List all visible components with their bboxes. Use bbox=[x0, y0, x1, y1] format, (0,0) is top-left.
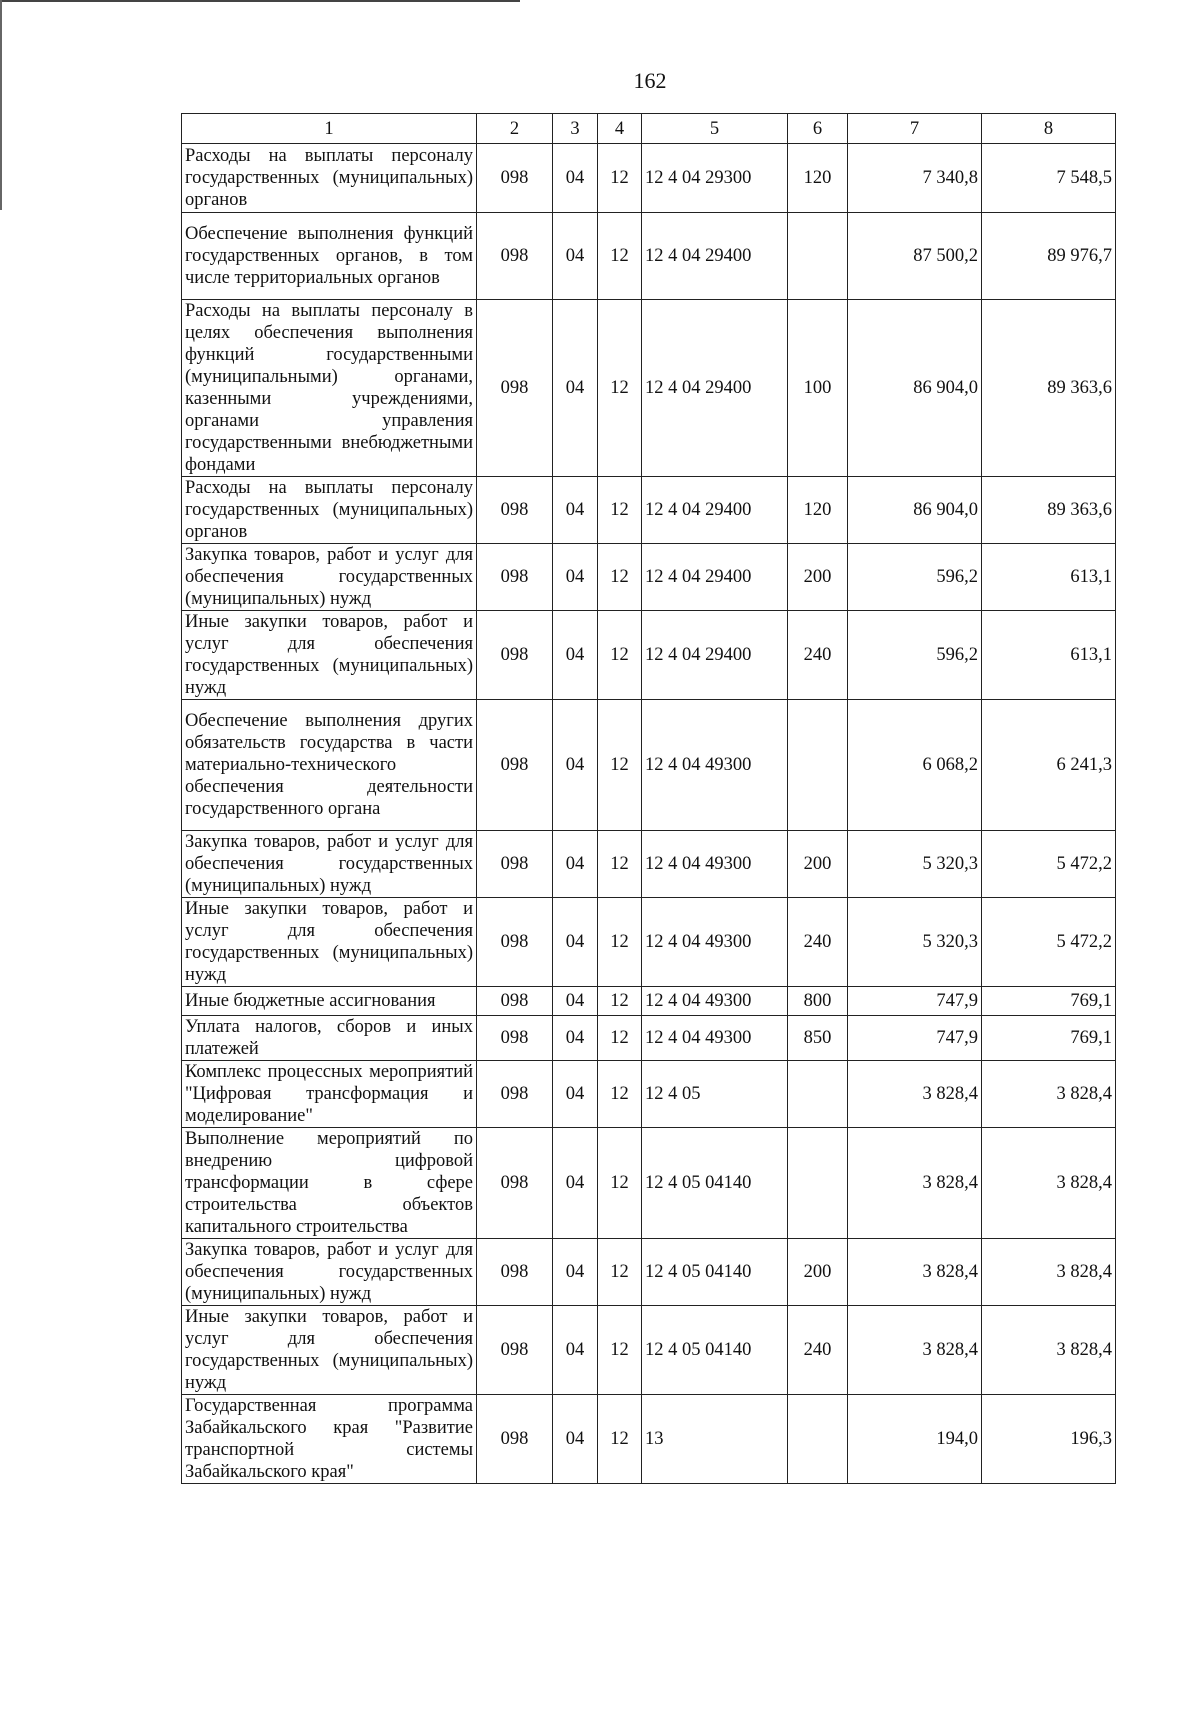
expense-type-cell: 200 bbox=[788, 831, 848, 898]
admin-code-cell: 098 bbox=[477, 544, 553, 611]
amount-year2-cell: 3 828,4 bbox=[982, 1061, 1116, 1128]
expense-type-cell: 200 bbox=[788, 544, 848, 611]
target-article-cell: 13 bbox=[642, 1395, 788, 1484]
header-cell: 1 bbox=[182, 114, 477, 144]
section-cell: 04 bbox=[553, 1239, 598, 1306]
expense-type-cell: 120 bbox=[788, 477, 848, 544]
admin-code-cell: 098 bbox=[477, 1061, 553, 1128]
admin-code-cell: 098 bbox=[477, 213, 553, 300]
section-cell: 04 bbox=[553, 300, 598, 477]
amount-year2-cell: 89 363,6 bbox=[982, 477, 1116, 544]
section-cell: 04 bbox=[553, 1016, 598, 1061]
target-article-cell: 12 4 05 04140 bbox=[642, 1239, 788, 1306]
subsection-cell: 12 bbox=[598, 544, 642, 611]
amount-year1-cell: 194,0 bbox=[848, 1395, 982, 1484]
table-row bbox=[182, 477, 1116, 544]
amount-year2-cell: 89 363,6 bbox=[982, 300, 1116, 477]
section-cell: 04 bbox=[553, 1061, 598, 1128]
section-cell: 04 bbox=[553, 987, 598, 1016]
amount-year2-cell: 7 548,5 bbox=[982, 144, 1116, 213]
expense-type-cell bbox=[788, 213, 848, 300]
table-row bbox=[182, 1306, 1116, 1395]
section-cell: 04 bbox=[553, 700, 598, 831]
row-name-cell: Закупка товаров, работ и услуг для обеспечения государственных (муниципальных) нужд bbox=[182, 1239, 477, 1306]
amount-year1-cell: 3 828,4 bbox=[848, 1128, 982, 1239]
amount-year2-cell: 613,1 bbox=[982, 611, 1116, 700]
header-cell: 3 bbox=[553, 114, 598, 144]
amount-year2-cell: 613,1 bbox=[982, 544, 1116, 611]
header-cell: 7 bbox=[848, 114, 982, 144]
table-row bbox=[182, 300, 1116, 477]
target-article-cell: 12 4 05 04140 bbox=[642, 1128, 788, 1239]
target-article-cell: 12 4 04 29400 bbox=[642, 611, 788, 700]
row-name-cell: Иные закупки товаров, работ и услуг для обеспечения государственных (муниципальных) нужд bbox=[182, 611, 477, 700]
expense-type-cell: 240 bbox=[788, 898, 848, 987]
expense-type-cell: 800 bbox=[788, 987, 848, 1016]
subsection-cell: 12 bbox=[598, 1239, 642, 1306]
row-name-cell: Иные закупки товаров, работ и услуг для обеспечения государственных (муниципальных) нужд bbox=[182, 898, 477, 987]
row-name-cell: Иные закупки товаров, работ и услуг для обеспечения государственных (муниципальных) нужд bbox=[182, 1306, 477, 1395]
amount-year1-cell: 6 068,2 bbox=[848, 700, 982, 831]
table-row bbox=[182, 1395, 1116, 1484]
amount-year2-cell: 769,1 bbox=[982, 987, 1116, 1016]
subsection-cell: 12 bbox=[598, 1061, 642, 1128]
target-article-cell: 12 4 04 29300 bbox=[642, 144, 788, 213]
expense-type-cell: 120 bbox=[788, 144, 848, 213]
section-cell: 04 bbox=[553, 477, 598, 544]
expense-type-cell bbox=[788, 700, 848, 831]
subsection-cell: 12 bbox=[598, 1016, 642, 1061]
row-name-cell: Обеспечение выполнения других обязательств государства в части материально-технического обеспечения деятельности государственного органа bbox=[182, 700, 477, 831]
table-row bbox=[182, 1016, 1116, 1061]
header-cell: 6 bbox=[788, 114, 848, 144]
subsection-cell: 12 bbox=[598, 700, 642, 831]
section-cell: 04 bbox=[553, 831, 598, 898]
amount-year2-cell: 769,1 bbox=[982, 1016, 1116, 1061]
target-article-cell: 12 4 04 49300 bbox=[642, 700, 788, 831]
admin-code-cell: 098 bbox=[477, 831, 553, 898]
amount-year1-cell: 86 904,0 bbox=[848, 477, 982, 544]
subsection-cell: 12 bbox=[598, 1128, 642, 1239]
amount-year2-cell: 3 828,4 bbox=[982, 1128, 1116, 1239]
table-row bbox=[182, 700, 1116, 831]
amount-year1-cell: 87 500,2 bbox=[848, 213, 982, 300]
amount-year1-cell: 5 320,3 bbox=[848, 898, 982, 987]
row-name-cell: Расходы на выплаты персоналу в целях обеспечения выполнения функций государственными (муниципальными) органами, казенными учреждениями, органами управления государственными внебюджетными фондами bbox=[182, 300, 477, 477]
table-row bbox=[182, 1239, 1116, 1306]
target-article-cell: 12 4 05 04140 bbox=[642, 1306, 788, 1395]
row-name-cell: Комплекс процессных мероприятий "Цифровая трансформация и моделирование" bbox=[182, 1061, 477, 1128]
header-row bbox=[182, 114, 1116, 144]
subsection-cell: 12 bbox=[598, 611, 642, 700]
section-cell: 04 bbox=[553, 1395, 598, 1484]
subsection-cell: 12 bbox=[598, 300, 642, 477]
admin-code-cell: 098 bbox=[477, 144, 553, 213]
target-article-cell: 12 4 04 29400 bbox=[642, 300, 788, 477]
section-cell: 04 bbox=[553, 898, 598, 987]
amount-year1-cell: 5 320,3 bbox=[848, 831, 982, 898]
row-name-cell: Закупка товаров, работ и услуг для обеспечения государственных (муниципальных) нужд bbox=[182, 831, 477, 898]
amount-year2-cell: 89 976,7 bbox=[982, 213, 1116, 300]
table-row bbox=[182, 1128, 1116, 1239]
target-article-cell: 12 4 04 49300 bbox=[642, 831, 788, 898]
admin-code-cell: 098 bbox=[477, 987, 553, 1016]
header-cell: 2 bbox=[477, 114, 553, 144]
header-cell: 4 bbox=[598, 114, 642, 144]
expense-type-cell bbox=[788, 1061, 848, 1128]
subsection-cell: 12 bbox=[598, 1395, 642, 1484]
expense-type-cell: 850 bbox=[788, 1016, 848, 1061]
table-row bbox=[182, 544, 1116, 611]
subsection-cell: 12 bbox=[598, 831, 642, 898]
target-article-cell: 12 4 05 bbox=[642, 1061, 788, 1128]
expense-type-cell: 100 bbox=[788, 300, 848, 477]
amount-year2-cell: 3 828,4 bbox=[982, 1306, 1116, 1395]
budget-table bbox=[181, 113, 1116, 1484]
header-cell: 8 bbox=[982, 114, 1116, 144]
amount-year2-cell: 3 828,4 bbox=[982, 1239, 1116, 1306]
table-row bbox=[182, 898, 1116, 987]
amount-year2-cell: 5 472,2 bbox=[982, 898, 1116, 987]
amount-year1-cell: 86 904,0 bbox=[848, 300, 982, 477]
amount-year2-cell: 6 241,3 bbox=[982, 700, 1116, 831]
table-row bbox=[182, 1061, 1116, 1128]
admin-code-cell: 098 bbox=[477, 477, 553, 544]
scan-edge-top bbox=[0, 0, 520, 2]
admin-code-cell: 098 bbox=[477, 1306, 553, 1395]
amount-year2-cell: 196,3 bbox=[982, 1395, 1116, 1484]
table-row bbox=[182, 987, 1116, 1016]
header-cell: 5 bbox=[642, 114, 788, 144]
table-row bbox=[182, 213, 1116, 300]
table-row bbox=[182, 144, 1116, 213]
amount-year2-cell: 5 472,2 bbox=[982, 831, 1116, 898]
target-article-cell: 12 4 04 29400 bbox=[642, 477, 788, 544]
subsection-cell: 12 bbox=[598, 1306, 642, 1395]
section-cell: 04 bbox=[553, 1128, 598, 1239]
row-name-cell: Обеспечение выполнения функций государственных органов, в том числе территориальных органов bbox=[182, 213, 477, 300]
row-name-cell: Расходы на выплаты персоналу государственных (муниципальных) органов bbox=[182, 144, 477, 213]
expense-type-cell: 240 bbox=[788, 611, 848, 700]
section-cell: 04 bbox=[553, 1306, 598, 1395]
scan-edge-left bbox=[0, 0, 2, 210]
row-name-cell: Государственная программа Забайкальского края "Развитие транспортной системы Забайкальского края" bbox=[182, 1395, 477, 1484]
admin-code-cell: 098 bbox=[477, 300, 553, 477]
admin-code-cell: 098 bbox=[477, 1395, 553, 1484]
section-cell: 04 bbox=[553, 611, 598, 700]
page-number: 162 bbox=[633, 68, 667, 93]
admin-code-cell: 098 bbox=[477, 1239, 553, 1306]
row-name-cell: Закупка товаров, работ и услуг для обеспечения государственных (муниципальных) нужд bbox=[182, 544, 477, 611]
row-name-cell: Уплата налогов, сборов и иных платежей bbox=[182, 1016, 477, 1061]
target-article-cell: 12 4 04 29400 bbox=[642, 213, 788, 300]
section-cell: 04 bbox=[553, 544, 598, 611]
subsection-cell: 12 bbox=[598, 213, 642, 300]
expense-type-cell bbox=[788, 1128, 848, 1239]
expense-type-cell: 200 bbox=[788, 1239, 848, 1306]
admin-code-cell: 098 bbox=[477, 1016, 553, 1061]
row-name-cell: Расходы на выплаты персоналу государственных (муниципальных) органов bbox=[182, 477, 477, 544]
section-cell: 04 bbox=[553, 144, 598, 213]
subsection-cell: 12 bbox=[598, 477, 642, 544]
table-row bbox=[182, 831, 1116, 898]
amount-year1-cell: 3 828,4 bbox=[848, 1061, 982, 1128]
expense-type-cell: 240 bbox=[788, 1306, 848, 1395]
amount-year1-cell: 3 828,4 bbox=[848, 1239, 982, 1306]
expense-type-cell bbox=[788, 1395, 848, 1484]
row-name-cell: Выполнение мероприятий по внедрению цифровой трансформации в сфере строительства объектов капитального строительства bbox=[182, 1128, 477, 1239]
amount-year1-cell: 596,2 bbox=[848, 544, 982, 611]
amount-year1-cell: 3 828,4 bbox=[848, 1306, 982, 1395]
admin-code-cell: 098 bbox=[477, 700, 553, 831]
target-article-cell: 12 4 04 49300 bbox=[642, 987, 788, 1016]
admin-code-cell: 098 bbox=[477, 898, 553, 987]
section-cell: 04 bbox=[553, 213, 598, 300]
amount-year1-cell: 596,2 bbox=[848, 611, 982, 700]
target-article-cell: 12 4 04 29400 bbox=[642, 544, 788, 611]
admin-code-cell: 098 bbox=[477, 611, 553, 700]
table-row bbox=[182, 611, 1116, 700]
target-article-cell: 12 4 04 49300 bbox=[642, 1016, 788, 1061]
admin-code-cell: 098 bbox=[477, 1128, 553, 1239]
amount-year1-cell: 747,9 bbox=[848, 987, 982, 1016]
target-article-cell: 12 4 04 49300 bbox=[642, 898, 788, 987]
subsection-cell: 12 bbox=[598, 144, 642, 213]
row-name-cell: Иные бюджетные ассигнования bbox=[182, 987, 477, 1016]
subsection-cell: 12 bbox=[598, 987, 642, 1016]
amount-year1-cell: 747,9 bbox=[848, 1016, 982, 1061]
subsection-cell: 12 bbox=[598, 898, 642, 987]
amount-year1-cell: 7 340,8 bbox=[848, 144, 982, 213]
